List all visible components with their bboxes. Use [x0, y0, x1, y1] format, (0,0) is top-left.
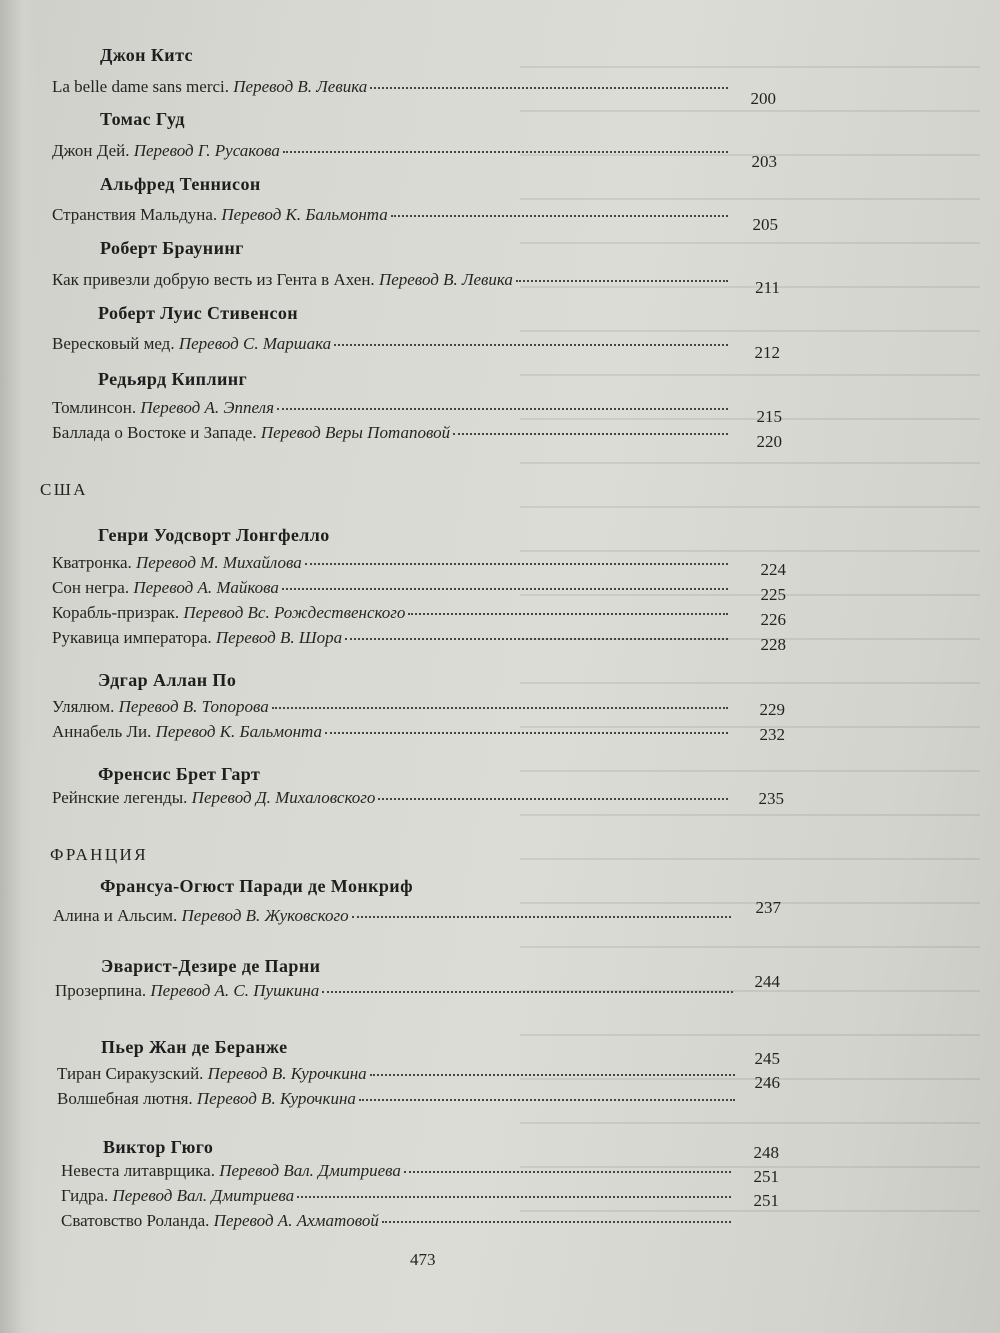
entry-title: Вересковый мед. [52, 334, 175, 353]
author-heading: Эварист-Дезире де Парни [101, 956, 321, 976]
entry-page-number: 248 [753, 1143, 779, 1162]
toc-entry [57, 1064, 735, 1084]
page-edge-shadow [0, 0, 38, 1333]
entry-page-number: 237 [755, 898, 781, 917]
entry-title: Прозерпина. [55, 981, 147, 1000]
entry-title: Улялюм. [52, 697, 115, 716]
entry-title: Алина и Альсим. [53, 906, 178, 925]
entry-translator: Перевод В. Левика [233, 77, 368, 96]
leader-dots [352, 916, 731, 918]
entry-title: Рукавица императора. [52, 628, 212, 647]
entry-title: Аннабель Ли. [52, 722, 152, 741]
toc-entry [61, 1186, 731, 1206]
entry-title: Невеста литаврщика. [61, 1161, 215, 1180]
entry-translator: Перевод А. С. Пушкина [150, 981, 320, 1000]
entry-page-number: 224 [760, 560, 786, 579]
entry-page-number: 235 [758, 789, 784, 808]
entry-translator: Перевод Д. Михаловского [191, 788, 376, 807]
entry-title: Рейнские легенды. [52, 788, 188, 807]
entry-page-number: 251 [753, 1191, 779, 1210]
entry-translator: Перевод В. Курочкина [207, 1064, 367, 1083]
entry-page-number: 225 [760, 585, 786, 604]
toc-entry [52, 788, 728, 808]
entry-page-number: 251 [753, 1167, 779, 1186]
leader-dots [391, 215, 728, 217]
entry-title: Сон негра. [52, 578, 130, 597]
entry-translator: Перевод А. Эппеля [140, 398, 274, 417]
toc-entry [52, 628, 728, 648]
entry-title: Сватовство Роланда. [61, 1211, 210, 1230]
toc-entry [52, 697, 728, 717]
leader-dots [516, 280, 728, 282]
leader-dots [408, 613, 728, 615]
entry-page-number: 211 [755, 278, 780, 297]
author-heading: Альфред Теннисон [100, 174, 261, 194]
toc-entry [52, 553, 728, 573]
entry-translator: Перевод К. Бальмонта [221, 205, 388, 224]
entry-page-number: 244 [754, 972, 780, 991]
entry-title: Томлинсон. [52, 398, 137, 417]
author-heading: Генри Уодсворт Лонгфелло [98, 525, 330, 545]
entry-page-number: 212 [754, 343, 780, 362]
entry-page-number: 203 [751, 152, 777, 171]
leader-dots [359, 1099, 735, 1101]
entry-translator: Перевод А. Майкова [133, 578, 279, 597]
entry-translator: Перевод А. Ахматовой [213, 1211, 379, 1230]
entry-page-number: 205 [752, 215, 778, 234]
toc-entry [52, 141, 728, 161]
toc-entry [55, 981, 733, 1001]
toc-entry [57, 1089, 735, 1109]
entry-page-number: 215 [756, 407, 782, 426]
entry-translator: Перевод В. Топорова [118, 697, 269, 716]
toc-entry [52, 205, 728, 225]
leader-dots [370, 1074, 735, 1076]
leader-dots [453, 433, 728, 435]
leader-dots [382, 1221, 731, 1223]
entry-page-number: 232 [759, 725, 785, 744]
author-heading: Франсуа-Огюст Паради де Монкриф [100, 876, 413, 896]
leader-dots [334, 344, 728, 346]
entry-title: Джон Дей. [52, 141, 130, 160]
toc-entry [52, 423, 728, 443]
author-heading: Эдгар Аллан По [98, 670, 237, 690]
entry-translator: Перевод Вал. Дмитриева [112, 1186, 295, 1205]
entry-title: Баллада о Востоке и Западе. [52, 423, 257, 442]
entry-translator: Перевод Вал. Дмитриева [219, 1161, 401, 1180]
leader-dots [345, 638, 728, 640]
section-heading: ФРАНЦИЯ [50, 845, 148, 864]
entry-translator: Перевод В. Жуковского [181, 906, 349, 925]
toc-entry [61, 1211, 731, 1231]
author-heading: Томас Гуд [100, 109, 185, 129]
entry-title: Волшебная лютня. [57, 1089, 193, 1108]
leader-dots [370, 87, 728, 89]
entry-title: Корабль-призрак. [52, 603, 180, 622]
entry-page-number: 200 [750, 89, 776, 108]
entry-page-number: 226 [760, 610, 786, 629]
leader-dots [272, 707, 728, 709]
toc-entry [52, 398, 728, 418]
leader-dots [378, 798, 728, 800]
entry-title: La belle dame sans merci. [52, 77, 230, 96]
toc-entry [52, 603, 728, 623]
section-heading: США [40, 480, 88, 499]
leader-dots [305, 563, 728, 565]
toc-entry [61, 1161, 731, 1181]
entry-translator: Перевод Веры Потаповой [260, 423, 451, 442]
entry-page-number: 246 [754, 1073, 780, 1092]
entry-translator: Перевод В. Левика [378, 270, 513, 289]
entry-translator: Перевод В. Шора [215, 628, 343, 647]
leader-dots [322, 991, 733, 993]
entry-page-number: 245 [754, 1049, 780, 1068]
author-heading: Френсис Брет Гарт [98, 764, 261, 784]
toc-entry [53, 906, 731, 926]
entry-translator: Перевод Г. Русакова [133, 141, 280, 160]
entry-page-number: 229 [759, 700, 785, 719]
entry-title: Кватронка. [52, 553, 132, 572]
leader-dots [282, 588, 728, 590]
author-heading: Редьярд Киплинг [98, 369, 248, 389]
toc-entry [52, 578, 728, 598]
leader-dots [277, 408, 728, 410]
author-heading: Виктор Гюго [103, 1137, 214, 1157]
toc-entry [52, 270, 728, 290]
entry-translator: Перевод К. Бальмонта [155, 722, 322, 741]
leader-dots [297, 1196, 731, 1198]
entry-translator: Перевод С. Маршака [178, 334, 332, 353]
entry-title: Как привезли добрую весть из Гента в Ахен. [52, 270, 375, 289]
entry-title: Гидра. [61, 1186, 109, 1205]
entry-page-number: 228 [760, 635, 786, 654]
author-heading: Пьер Жан де Беранже [101, 1037, 288, 1057]
entry-translator: Перевод М. Михайлова [136, 553, 302, 572]
entry-title: Странствия Мальдуна. [52, 205, 218, 224]
leader-dots [404, 1171, 731, 1173]
author-heading: Роберт Браунинг [100, 238, 244, 258]
leader-dots [325, 732, 728, 734]
entry-title: Тиран Сиракузский. [57, 1064, 204, 1083]
toc-entry [52, 722, 728, 742]
leader-dots [283, 151, 728, 153]
entry-translator: Перевод Вс. Рождественского [183, 603, 406, 622]
author-heading: Джон Китс [100, 45, 193, 65]
entry-translator: Перевод В. Курочкина [196, 1089, 356, 1108]
entry-page-number: 220 [756, 432, 782, 451]
page-number: 473 [410, 1250, 436, 1269]
author-heading: Роберт Луис Стивенсон [98, 303, 299, 323]
toc-entry [52, 334, 728, 354]
toc-entry [52, 77, 728, 97]
